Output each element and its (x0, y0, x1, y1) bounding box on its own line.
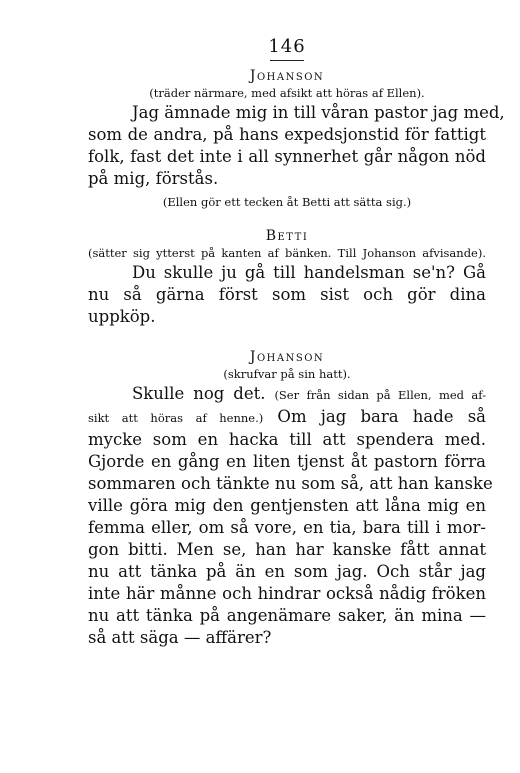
dialogue-block-johanson-2 (88, 348, 493, 649)
speech-line: Gjorde en gång en liten tjenst åt pastorn förra (88, 452, 486, 471)
inline-stage-direction: sikt att höras af henne.) (88, 411, 264, 425)
stage-direction: (sätter sig ytterst på kanten af bänken. Till Johanson afvisande). (88, 246, 486, 260)
speaker-name: Betti (265, 228, 309, 244)
inline-stage-direction: (Ser från sidan på Ellen, med af- (274, 388, 486, 402)
speech-line-mixed (88, 383, 486, 406)
stage-direction: (skrufvar på sin hatt). (223, 367, 351, 381)
speech-line-mixed (88, 406, 486, 429)
speech-text: Om jag bara hade så (277, 407, 486, 426)
speech-line: som de andra, på hans expedsjonstid för fattigt (88, 125, 486, 144)
speaker-name: Johanson (249, 349, 325, 365)
speech-line: uppköp. (88, 307, 156, 326)
speech-line: femma eller, om så vore, en tia, bara till i mor- (88, 518, 486, 537)
speech-line: nu att tänka på angenämare saker, än mina — (88, 606, 486, 625)
page-number: 146 (268, 36, 306, 57)
speech-line: ville göra mig den gentjensten att låna mig en (88, 496, 486, 515)
speech-line: folk, fast det inte i all synnerhet går någon nöd (88, 147, 486, 166)
speech-line: nu så gärna först som sist och gör dina (88, 285, 486, 304)
dialogue-block-betti (88, 227, 486, 328)
speech-line: nu att tänka på än en som jag. Och står jag (88, 562, 486, 581)
speech-line: på mig, förstås. (88, 169, 219, 188)
dialogue-block-johanson-1 (88, 67, 505, 211)
speech-line: inte här månne och hindrar också nådig fröken (88, 584, 486, 603)
speaker-name: Johanson (249, 68, 325, 84)
speech-line: Jag ämnade mig in till våran pastor jag med, (132, 103, 505, 122)
speech-line: så att säga — affärer? (88, 628, 272, 647)
speech-line: gon bitti. Men se, han har kanske fått annat (88, 540, 486, 559)
stage-direction: (träder närmare, med afsikt att höras af Ellen). (149, 86, 425, 100)
speech-line: sommaren och tänkte nu som så, att han kanske (88, 474, 493, 493)
speech-line: mycke som en hacka till att spendera med. (88, 430, 486, 449)
speech-text: Skulle nog det. (132, 384, 266, 403)
speech-line: Du skulle ju gå till handelsman se'n? Gå (132, 263, 486, 282)
book-page (88, 36, 505, 649)
stage-direction: (Ellen gör ett tecken åt Betti att sätta sig.) (162, 195, 412, 209)
